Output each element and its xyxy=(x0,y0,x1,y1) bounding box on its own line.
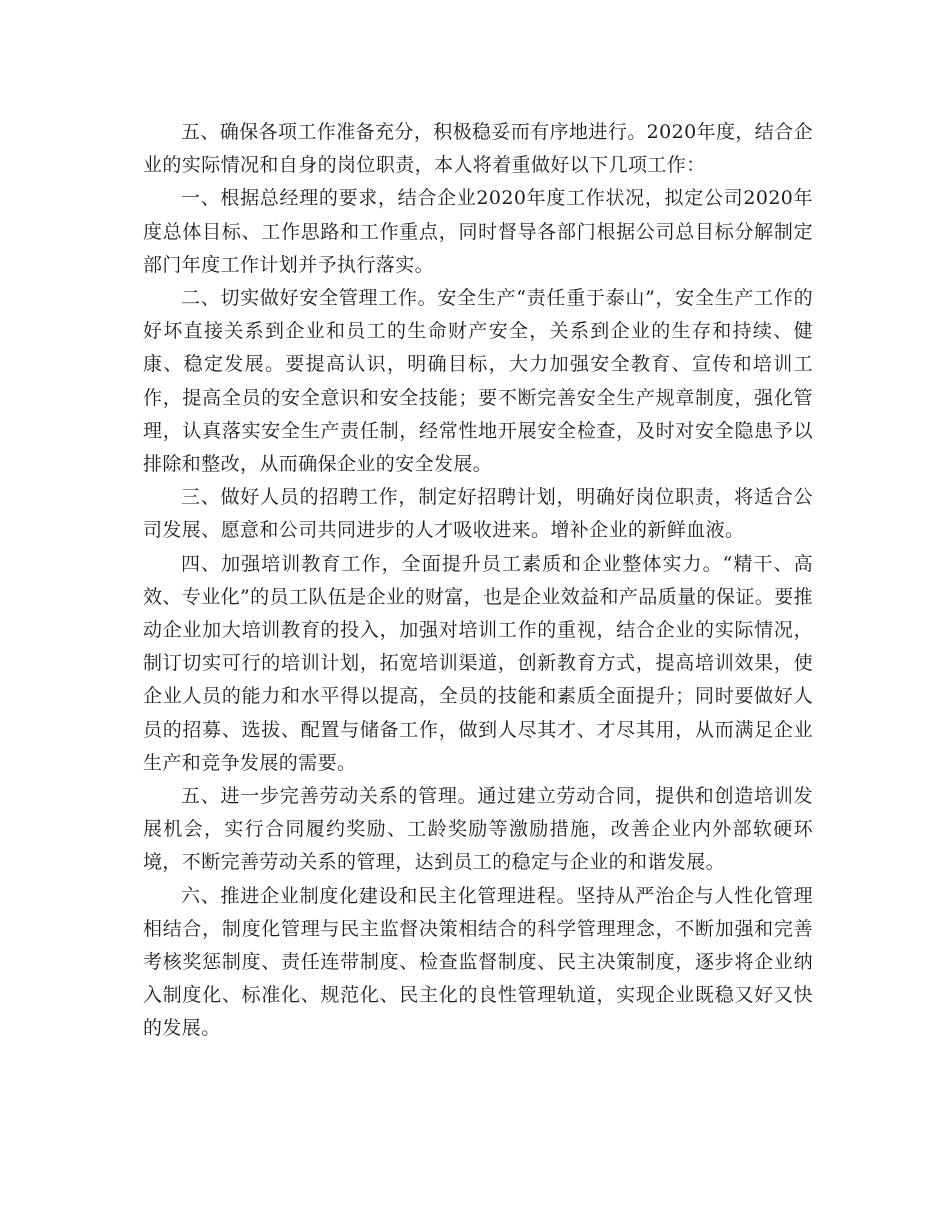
paragraph-annual-goals: 一、根据总经理的要求，结合企业2020年度工作状况，拟定公司2020年度总体目标、工作思路和工作重点，同时督导各部门根据公司总目标分解制定部门年度工作计划并予执行落实。 xyxy=(143,187,813,276)
document-body xyxy=(143,116,813,1046)
paragraph-training: 四、加强培训教育工作，全面提升员工素质和企业整体实力。“精干、高效、专业化”的员工队伍是企业的财富，也是企业效益和产品质量的保证。要推动企业加大培训教育的投入，加强对培训工作的重视，结合企业的实际情况，制订切实可行的培训计划，拓宽培训渠道，创新教育方式，提高培训效果，使企业人员的能力和水平得以提高，全员的技能和素质全面提升；同时要做好人员的招募、选拔、配置与储备工作，做到人尽其才、才尽其用，从而满足企业生产和竞争发展的需要。 xyxy=(143,552,813,774)
paragraph-safety-management: 二、切实做好安全管理工作。安全生产“责任重于泰山”，安全生产工作的好坏直接关系到企业和员工的生命财产安全，关系到企业的生存和持续、健康、稳定发展。要提高认识，明确目标，大力加强安全教育、宣传和培训工作，提高全员的安全意识和安全技能；要不断完善安全生产规章制度，强化管理，认真落实安全生产责任制，经常性地开展安全检查，及时对安全隐患予以排除和整改，从而确保企业的安全发展。 xyxy=(143,287,813,476)
paragraph-recruitment: 三、做好人员的招聘工作，制定好招聘计划，明确好岗位职责，将适合公司发展、愿意和公司共同进步的人才吸收进来。增补企业的新鲜血液。 xyxy=(143,486,813,542)
paragraph-preparation: 五、确保各项工作准备充分，积极稳妥而有序地进行。2020年度，结合企业的实际情况和自身的岗位职责，本人将着重做好以下几项工作： xyxy=(143,121,813,177)
paragraph-labor-relations: 五、进一步完善劳动关系的管理。通过建立劳动合同，提供和创造培训发展机会，实行合同履约奖励、工龄奖励等激励措施，改善企业内外部软硬环境，不断完善劳动关系的管理，达到员工的稳定与企业的和谐发展。 xyxy=(143,785,813,874)
paragraph-institutional-building: 六、推进企业制度化建设和民主化管理进程。坚持从严治企与人性化管理相结合，制度化管理与民主监督决策相结合的科学管理理念，不断加强和完善考核奖惩制度、责任连带制度、检查监督制度、民主决策制度，逐步将企业纳入制度化、标准化、规范化、民主化的良性管理轨道，实现企业既稳又好又快的发展。 xyxy=(143,884,813,1040)
